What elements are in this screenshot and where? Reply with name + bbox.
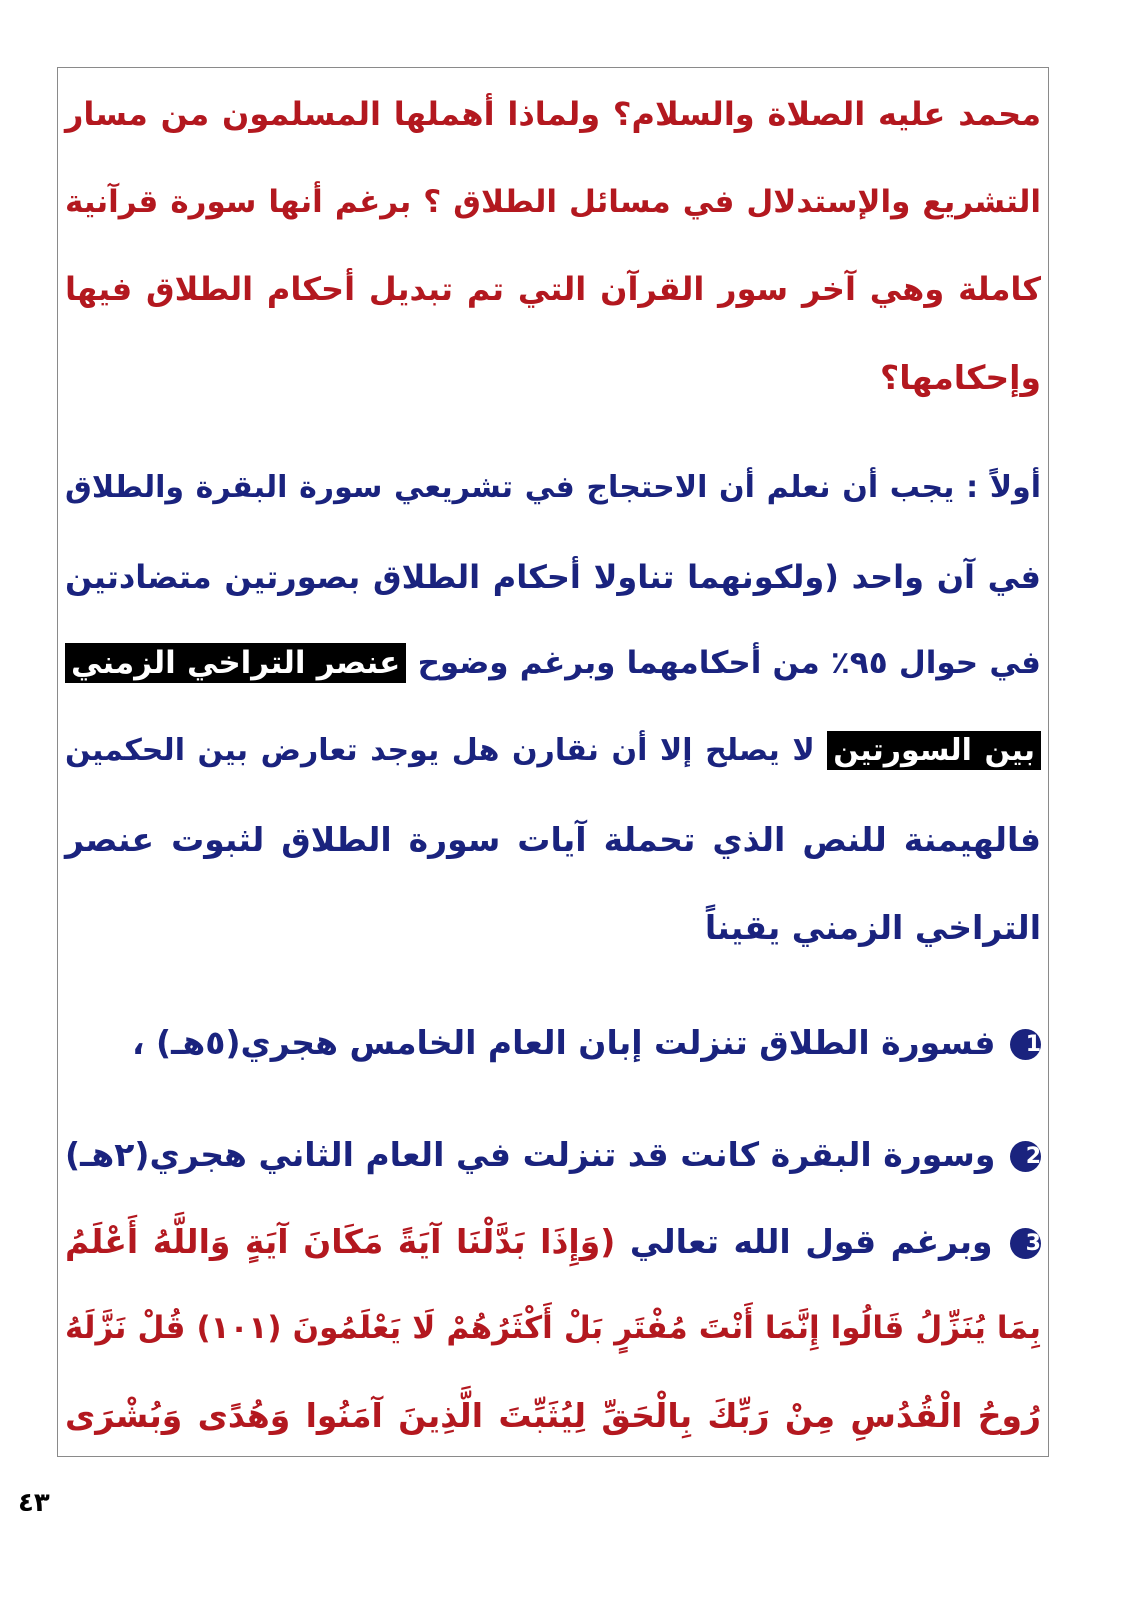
number-3-icon: 3 [1010,1228,1041,1259]
text-line-1: محمد عليه الصلاة والسلام؟ ولماذا أهملها المسلمون من مسار [65,95,1041,133]
text-line-7 [65,645,1041,682]
text-line-3: كاملة وهي آخر سور القرآن التي تم تبديل أحكام الطلاق فيها [65,270,1041,308]
text-line-10: التراخي الزمني يقيناً [704,908,1041,947]
list-item-3 [65,1222,1041,1262]
list-item-2 [65,1135,1041,1175]
text-line-5: أولاً : يجب أن نعلم أن الاحتجاج في تشريعي سورة البقرة والطلاق [65,470,1041,505]
text-line-4: وإحكامها؟ [880,358,1041,397]
text-line-7-part-a: في حوال ٩٥٪ من أحكامهما وبرغم وضوح [417,645,1041,681]
text-line-8-part-b: لا يصلح إلا أن نقارن هل يوجد تعارض بين الحكمين [65,733,815,768]
text-line-6: في آن واحد (ولكونهما تناولا أحكام الطلاق بصورتين متضادتين [65,558,1041,596]
highlighted-phrase-2: بين السورتين [827,731,1041,770]
quran-verse-line-2: بِمَا يُنَزِّلُ قَالُوا إِنَّمَا أَنْتَ مُفْتَرٍ بَلْ أَكْثَرُهُمْ لَا يَعْلَمُونَ (١٠١) قُلْ نَزَّلَهُ [65,1310,1041,1346]
quran-verse-start: (وَإِذَا بَدَّلْنَا آيَةً مَكَانَ آيَةٍ وَاللَّهُ أَعْلَمُ [65,1222,616,1261]
list-item-1 [65,1023,1041,1063]
text-line-8 [65,733,1041,769]
list-item-3-text: وبرغم قول الله تعالي [629,1222,993,1261]
quran-verse-line-3: رُوحُ الْقُدُسِ مِنْ رَبِّكَ بِالْحَقِّ لِيُثَبِّتَ الَّذِينَ آمَنُوا وَهُدًى وَبُشْرَى [65,1396,1041,1435]
text-line-2: التشريع والإستدلال في مسائل الطلاق ؟ برغم أنها سورة قرآنية [65,184,1041,220]
text-line-9: فالهيمنة للنص الذي تحملة آيات سورة الطلاق لثبوت عنصر [65,820,1041,859]
number-2-icon: 2 [1010,1141,1041,1172]
number-1-icon: 1 [1010,1029,1041,1060]
list-item-2-text: وسورة البقرة كانت قد تنزلت في العام الثاني هجري(٢هـ) [65,1135,996,1174]
list-item-1-text: فسورة الطلاق تنزلت إبان العام الخامس هجري(٥هـ) ، [132,1023,996,1062]
highlighted-phrase-1: عنصر التراخي الزمني [65,643,406,683]
page-number: ٤٣ [18,1488,50,1518]
